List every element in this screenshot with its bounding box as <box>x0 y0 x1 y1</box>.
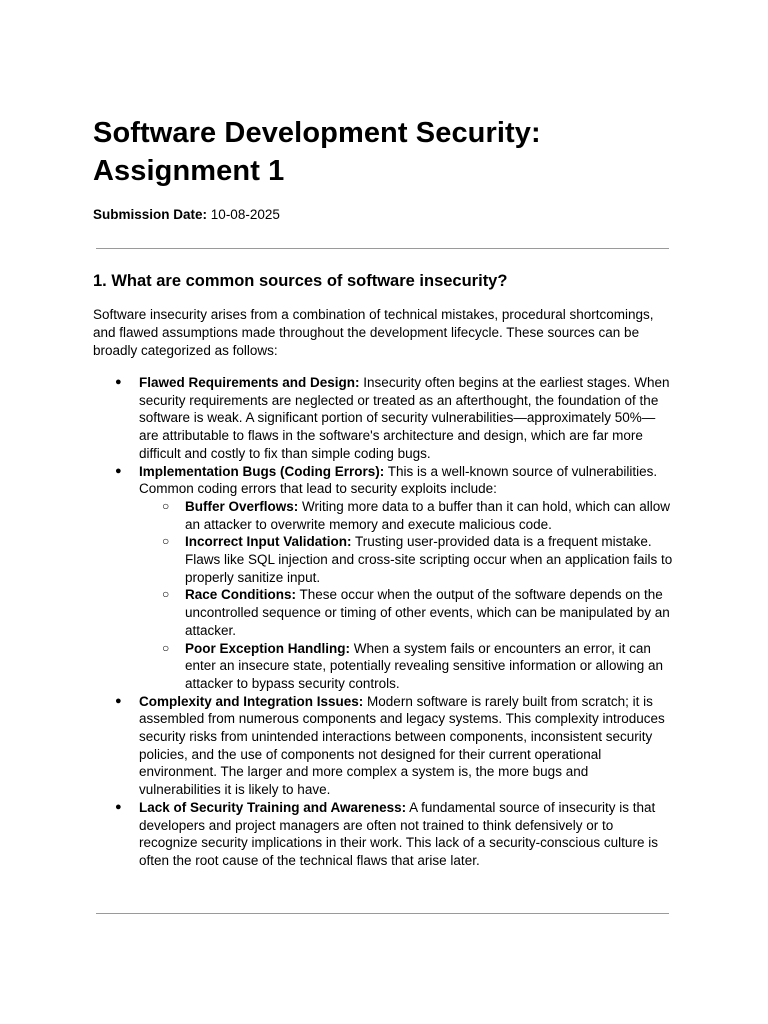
sub-list-item <box>162 533 673 586</box>
hollow-bullet-icon: ○ <box>162 587 170 602</box>
list-item-term: Lack of Security Training and Awareness: <box>139 799 407 815</box>
list-item <box>115 693 673 799</box>
page-title: Software Development Security: Assignment 1 <box>93 117 541 187</box>
sub-list-item-term: Poor Exception Handling: <box>185 640 351 656</box>
horizontal-divider-top <box>96 248 669 249</box>
hollow-bullet-icon: ○ <box>162 534 170 549</box>
section-1 <box>93 270 673 870</box>
bullet-icon: ● <box>115 800 122 813</box>
sub-list-item-term: Incorrect Input Validation: <box>185 534 352 550</box>
submission-date <box>93 206 673 224</box>
submission-date-label: Submission Date: <box>93 207 208 222</box>
sub-list-item-text: Trusting user-provided data is a frequent mistake. Flaws like SQL injection and cross-site scripting occur when an application fails to properly sanitize input. <box>185 534 673 585</box>
list-item-text: A fundamental source of insecurity is that developers and project managers are often not trained to think defensively or to recognize security implications in their work. This lack of a security-conscious culture is often the root cause of the technical flaws that arise later. <box>139 799 658 868</box>
bullet-icon: ● <box>115 376 122 388</box>
hollow-bullet-icon: ○ <box>162 640 170 655</box>
horizontal-divider-bottom <box>96 913 669 914</box>
section-heading: 1. What are common sources of software insecurity? <box>93 272 508 290</box>
submission-date-value: 10-08-2025 <box>210 207 280 222</box>
list-item-text: Modern software is rarely built from scratch; it is assembled from numerous components and legacy systems. This complexity introduces security risks from unintended interactions between components, inconsistent security policies, and the use of components not designed for their current operational environment. The larger and more complex a system is, the more bugs and vulnerabilities it is likely to have. <box>139 693 665 798</box>
bullet-list <box>93 374 673 870</box>
list-item-text: Insecurity often begins at the earliest stages. When security requirements are neglected or treated as an afterthought, the foundation of the software is weak. A significant portion of security vulnerabilities—approximately 50%—are attributable to flaws in the software's architecture and design, which are far more difficult and costly to fix than simple coding bugs. <box>139 375 670 461</box>
list-item <box>115 374 673 463</box>
document-header <box>93 114 673 224</box>
sub-list-item <box>162 640 673 693</box>
bullet-icon: ● <box>115 464 122 477</box>
sub-list-item <box>162 498 673 533</box>
sub-list-item-text: These occur when the output of the software depends on the uncontrolled sequence or timing of other events, which can be manipulated by an attacker. <box>185 587 670 638</box>
sub-list-item-text: Writing more data to a buffer than it can hold, which can allow an attacker to overwrite memory and execute malicious code. <box>185 498 670 532</box>
list-item-term: Complexity and Integration Issues: <box>139 693 364 709</box>
sub-bullet-list <box>139 498 673 693</box>
sub-list-item-text: When a system fails or encounters an error, it can enter an insecure state, potentially revealing sensitive information or allowing an attacker to bypass security controls. <box>185 640 664 691</box>
section-intro: Software insecurity arises from a combination of technical mistakes, procedural shortcomings, and flawed assumptions made throughout the development lifecycle. These sources can be broadly categorized as follows: <box>93 307 654 358</box>
sub-list-item-term: Buffer Overflows: <box>185 498 299 514</box>
list-item <box>115 799 673 870</box>
list-item-text: This is a well-known source of vulnerabilities. Common coding errors that lead to security exploits include: <box>139 463 658 497</box>
bullet-icon: ● <box>115 694 122 707</box>
list-item <box>115 463 673 693</box>
sub-list-item <box>162 586 673 639</box>
hollow-bullet-icon: ○ <box>162 498 170 513</box>
list-item-term: Flawed Requirements and Design: <box>139 375 360 390</box>
list-item-term: Implementation Bugs (Coding Errors): <box>139 463 385 479</box>
sub-list-item-term: Race Conditions: <box>185 587 297 603</box>
